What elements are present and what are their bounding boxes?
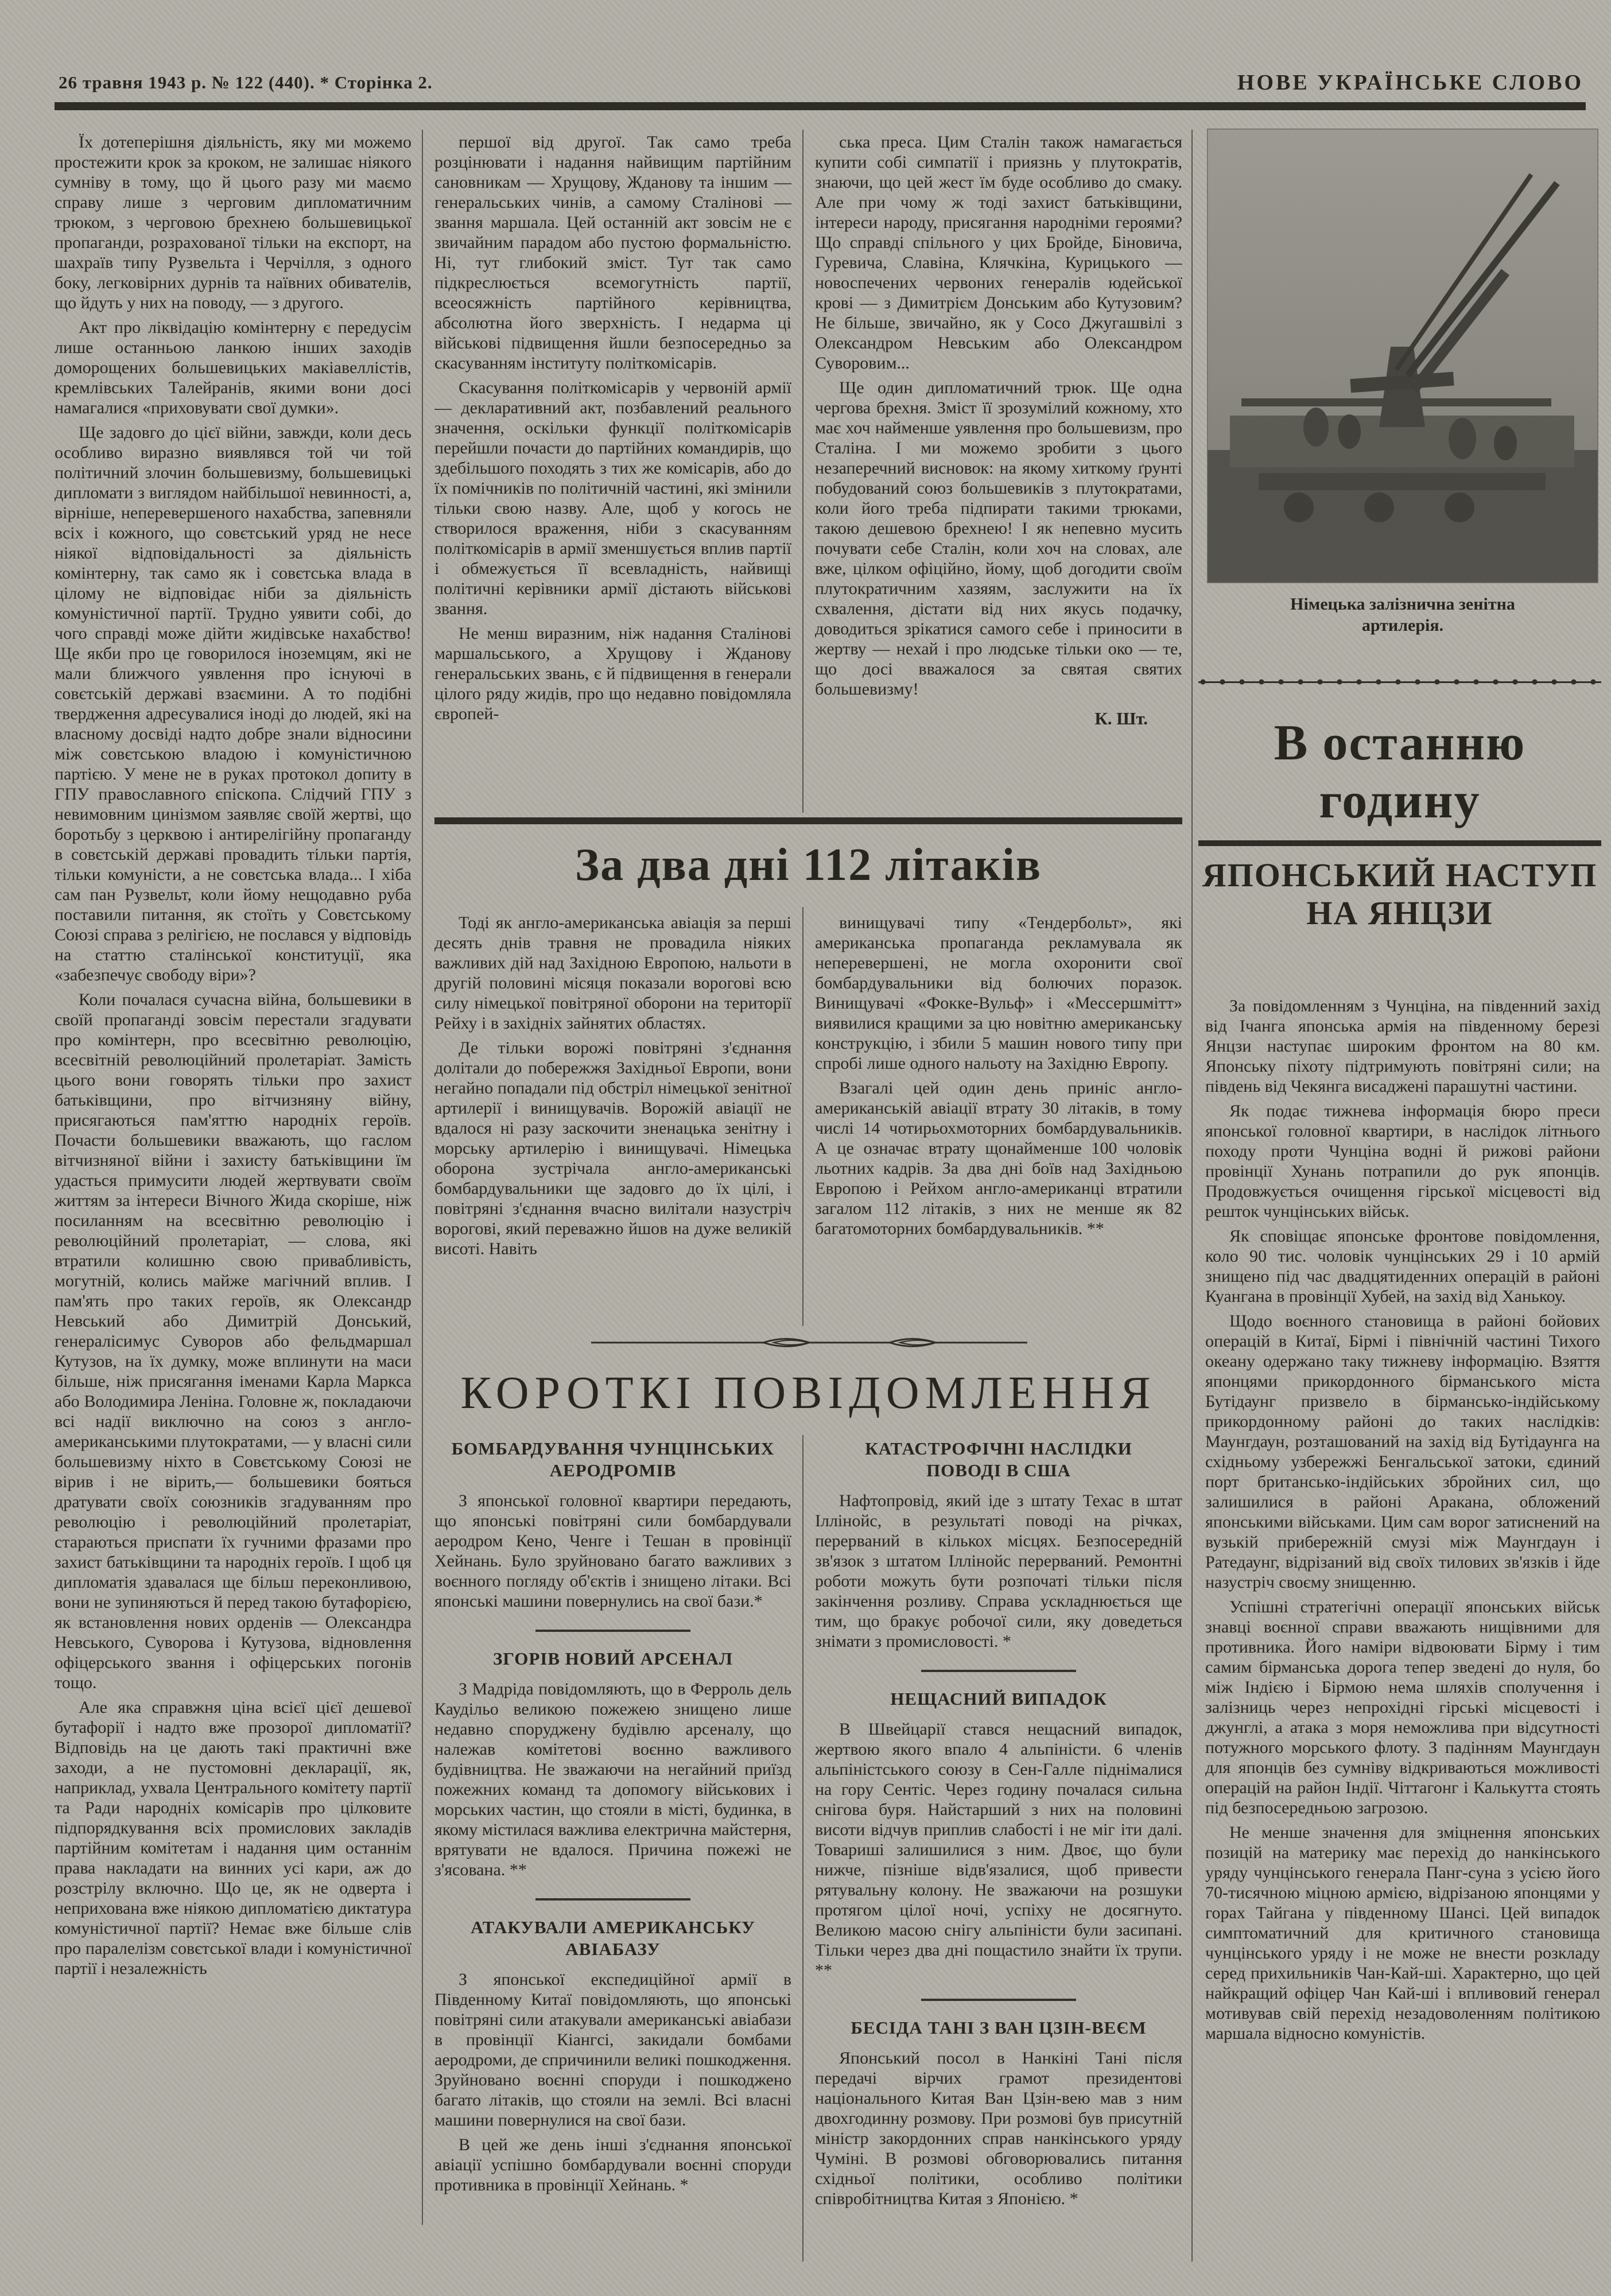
editorial-column-2: [434, 132, 791, 809]
date-line: 26 травня 1943 р. № 122 (440). * Сторінка 2.: [59, 72, 433, 92]
paragraph: Акт про ліквідацію комінтерну є передусім лише останньою ланкою інших заходів доморощених большевицьких макіавеллістів, кремлівських Талейранів, якими вони досі намагалися «приховувати свої думки».: [55, 318, 412, 417]
item-divider: [921, 1670, 1076, 1672]
headline-line: НА ЯНЦЗИ: [1306, 894, 1493, 932]
brief-title-line: ЗГОРІВ НОВИЙ АРСЕНАЛ: [492, 1649, 733, 1669]
brief-title-line: КАТАСТРОФІЧНІ НАСЛІДКИ: [865, 1438, 1132, 1459]
brief-title-flood-usa: [815, 1438, 1182, 1481]
paragraph: Не менш виразним, ніж надання Сталінові маршальського, а Хрущову і Жданову генеральських звань, є й підвищення в генерали цілого ряду жидів, про що недавно повідомляла європей-: [434, 624, 791, 723]
section-rule: [434, 817, 1182, 824]
paragraph: За повідомленням з Чунціна, на південний захід від Ічанга японська армія на південному березі Янцзи наступає широким фронтом на 80 км. Японську піхоту підтримують повітряні сили; на південь від Чекянга висаджені парашутні частини.: [1205, 996, 1600, 1096]
brief-title-tani-wang-talk: [815, 2017, 1182, 2039]
paragraph: першої від другої. Так само треба розцінювати і надання найвищим партійним сановникам — Хрущову, Жданову та іншим — генеральських чинів, а самому Сталінові — звання маршала. Цей останній акт зовсім не є звичайним парадом або пустою формальністю. Ні, тут глибокий зміст. Тут так само підкреслюється всемогутність партії, всеосяжність партійного керівництва, абсолютна його зверхність. І недарма ці військові підвищення йшли безпосередньо за скасуванням інституту політкомісарів.: [434, 133, 791, 373]
brief-title-line: АЕРОДРОМІВ: [549, 1460, 677, 1480]
paragraph: Успішні стратегічні операції японських військ знавці воєнної справи вважають нищівними для противника. Його наміри відвоювати Бірму і тим самим бірманська дорога тепер зведені до нуля, бо між Індією і Бірмою нема шляхів сполучення і залізниць через непрохідні гірські місцевості і джунглі, а атака з моря неможлива при відсутності потужного морського флоту. З падінням Маунгдаун для японців без сумніву відкриваються можливості операцій на район Індії. Чіттагонг і Калькутта стоять під безпосередньою загрозою.: [1205, 1597, 1600, 1817]
last-hour-body-column: [1205, 996, 1600, 2273]
brief-title-line: АВІАБАЗУ: [565, 1939, 661, 1959]
editorial-column-1: [55, 132, 412, 2233]
paragraph: З японської головної квартири передають, що японські повітряні сили бомбардували аеродром Кено, Ченге і Тешан в провінції Хейнань. Було зруйновано багато важливих з воєнного погляду об'єктів і знищено літаки. Всі японські машини повернулись на свої бази.*: [434, 1491, 791, 1611]
column-rule: [802, 130, 803, 813]
column-rule: [422, 130, 423, 2225]
briefs-left-column: [434, 1438, 791, 2259]
photo-railway-flak-artillery: [1207, 129, 1598, 583]
paragraph: Щодо воєнного становища в районі бойових операцій в Китаї, Бірмі і північній частині Тихого океану одержано таку тижневу інформацію. Взяття японцями прикордонного бірманського міста Бутідаунг призвело в бірмансько-індійському прикордонному районі до таких наслідків: Маунгдаун, розташований на захід від Бутідаунга на східньому узбережжі Бенгальської затоки, єдиний порт британсько-індійських збройних сил, що залишилися в районі Аракана, обложений японськими військами. Цим сам ворог затиснений на вузькій прибережній смузі між Маунгдаун і Ратедаунг, відрізаний від своїх тилових зв'язків і йде назустріч своєму знищенню.: [1205, 1312, 1600, 1592]
item-divider: [921, 1999, 1076, 2001]
paragraph: З японської експедиційної армії в Південному Китаї повідомляють, що японські повітряні сили атакували американські авіабази в провінції Кіангсі, закидали бомбами аеродроми, де спричинили великі пошкодження. Зруйновано воєнні споруди і пошкоджено багато літаків, що стояли на землі. Всі власні машини повернулися на свої бази.: [434, 1970, 791, 2130]
brief-title-arsenal-fire: [434, 1648, 791, 1670]
paragraph: В Швейцарії стався нещасний випадок, жертвою якого впало 4 альпіністи. 6 членів альпіністського союзу в Сен-Галле піднімалися на гору Сентіс. Через годину почалася сильна снігова буря. Найстарший з них на половині висоти відчув приплив слабості і не міг іти далі. Товариші залишилися з ним. Двоє, що були нижче, пізніше відв'язалися, щоб привести рятувальну колону. Не зважаючи на розшуки протягом цілої ночі, успіху не досягнуто. Великою масою снігу альпіністи були засипані. Тільки через два дні пощастило знайти їх трупи. **: [815, 1720, 1182, 1980]
paragraph: Взагалі цей один день приніс англо-американській авіації втрату 30 літаків, в тому числі 14 чотирьохмоторних бомбардувальників. А це означає втрату щонайменше 100 чоловік льотних кадрів. За два дні боїв над Західньою Европою і Рейхом англо-американці втратили загалом 112 літаків, з них не менше як 82 багатомоторних бомбардувальників. **: [815, 1079, 1182, 1238]
paragraph: Як подає тижнева інформація бюро преси японської головної квартири, в наслідок літнього походу проти Чунціна водні й рижові райони провінції Хунань потрапили до рук японців. Продовжується очищення гірської місцевості від решток чунцінських військ.: [1205, 1102, 1600, 1221]
item-divider: [535, 1630, 690, 1632]
last-hour-section-title: В останню годину: [1198, 714, 1601, 846]
paragraph: Ще один дипломатичний трюк. Ще одна чергова брехня. Зміст її зрозумілий кожному, хто має хоч найменше уявлення про большевизм, про Сталіна. І ми можемо зробити з цього незаперечний висновок: на якому хиткому ґрунті побудований союз большевиків з плутократами, коли його треба підпирати такими трюками, такою дешевою брехнею! І як непевно мусить почувати себе Сталін, коли хоч на словах, але вже, цілком офіційно, йому, щоб догодити своїм плутократичним хазяям, заслужити на їх схвалення, дістати від них якусь подачку, доводиться зрікатися самого себе і приносити в жертву — нехай і про людське тільки око — те, що досі вважалося за святая святих большевизму!: [815, 378, 1182, 699]
brief-title-line: БОМБАРДУВАННЯ ЧУНЦІНСЬКИХ: [451, 1438, 775, 1459]
brief-title-attacked-airbase: [434, 1917, 791, 1960]
paragraph: Скасування політкомісарів у червоній армії — декларативний акт, позбавлений реального значення, оскільки функції політкомісарів перейшли почасти до партійних командирів, що здебільшого походять з тих же комісарів, або до їх помічників по політичній частині, які змінили тільки свою назву. Але, щоб у когось не створилося враження, ніби з скасуванням політкомісарів в армії зменшується вплив партії і обмежується її всевладність, найвищі політичні керівники армії дістають військові звання.: [434, 378, 791, 618]
brief-title-line: БЕСІДА ТАНІ З ВАН ЦЗІН-ВЕЄМ: [851, 2018, 1147, 2038]
brief-title-bombing-airfields: [434, 1438, 791, 1481]
paragraph: винищувачі типу «Тендербольт», які американська пропаганда рекламувала як неперевершені, не могла охоронити свої бомбардувальники від болючих поразок. Винищувачі «Фокке-Вульф» і «Мессершмітт» виявилися кращими за цю новітню американську конструкцію, і збили 5 машин нового типу при спробі лише одного нальоту на Західню Европу.: [815, 913, 1182, 1073]
brief-title-line: ПОВОДІ В США: [926, 1460, 1071, 1480]
paragraph: Не менше значення для зміцнення японських позицій на материку має перехід до нанкінського уряду чунцінського генерала Панг-суна з усією його 70-тисячною міцною армією, відрізаною японцями у горах Тайгана у південному Шансі. Цей випадок симптоматичний для критичного становища чунцінського уряду і не може не внести розкладу серед прихильників Чан-Кай-ші. Характерно, що цей найкращий офіцер Чан Кай-ші і впливовий генерал мотивував свій перехід незадоволенням політикою маршала відносно комуністів.: [1205, 1823, 1600, 2043]
paragraph: ська преса. Цим Сталін також намагається купити собі симпатії і приязнь у плутократів, знаючи, що цей жест їм буде особливо до смаку. Але при чому ж тоді захист батьківщини, інтереси народу, присягання народніми героями? Що справді спільного у цих Бройде, Біновича, Гуревича, Славіна, Клячкіна, Курицького — новоспечених червоних генералів юдейської крові — з Димитрієм Донським або Кутузовим? Не більше, звичайно, як у Сосо Джугашвілі з Олександром Невським або Олександром Суворовим...: [815, 133, 1182, 373]
paragraph: З Мадріда повідомляють, що в Ферроль дель Каудільо великою пожежею знищено лише недавно споруджену будівлю арсеналу, що належав комітетові воєнно важливого будівництва. Не зважаючи на негайний приїзд пожежних команд та допомогу військових і морських частин, що стояли в місті, будинка, в якому містилася важлива електрична майстерня, врятувати не вдалося. Причина пожежі не з'ясована. **: [434, 1680, 791, 1879]
masthead: НОВЕ УКРАЇНСЬКЕ СЛОВО: [1237, 71, 1583, 95]
article-headline-112-planes: За два дні 112 літаків: [574, 840, 1042, 890]
paragraph: Їх дотеперішня діяльність, яку ми можемо простежити крок за кроком, не залишає ніякого сумніву в тому, що й цього разу ми маємо справу лише з черговим дипломатичним трюком, з черговою брехнею большевицької пропаганди, розрахованої тільки на експорт, на шахраїв типу Рузвельта і Черчілля, з одного боку, легковірних дурнів та наївних обивателів, що йдуть у них на поводу, — з другого.: [55, 133, 412, 312]
author-signature: К. Шт.: [1094, 708, 1148, 728]
column-rule: [1191, 130, 1193, 2262]
photo-caption-line: артилерія.: [1361, 616, 1444, 635]
paragraph: В цей же день інші з'єднання японської авіації успішно бомбардували воєнні споруди противника в провінції Хейнань. *: [434, 2135, 791, 2194]
paragraph: Нафтопровід, який іде з штату Техас в штат Іллінойс, в результаті поводі на річках, перерваний в кількох місцях. Безпосередній зв'язок з штатом Іллінойс перерваний. Ремонтні роботи можуть бути розпочаті тільки після закінчення розливу. Справа ускладнюється ще тим, що бракує робочої сили, яку доведеться знімати з промисловості. *: [815, 1491, 1182, 1651]
paragraph: Як сповіщає японське фронтове повідомлення, коло 90 тис. чоловік чунцінських 29 і 10 армій знищено під час двадцятиденних операцій в районі Куангана в провінції Хубей, на захід від Ханькоу.: [1205, 1227, 1600, 1306]
photo-caption-line: Німецька залізнична зенітна: [1290, 595, 1515, 614]
editorial-column-3: [815, 132, 1182, 815]
briefs-section-headline: КОРОТКІ ПОВІДОМЛЕННЯ: [460, 1368, 1156, 1418]
planes-article-left-column: [434, 913, 791, 1326]
column-rule: [802, 907, 803, 1326]
paragraph: Тоді як англо-американська авіація за перші десять днів травня не провадила ніяких важливих дій над Західною Европою, нальоти в другій половині місяця показали ворогові всю силу німецької повітряної оборони на території Рейху і в західніх зайнятих областях.: [434, 913, 791, 1033]
photo-caption: [1207, 594, 1598, 636]
paragraph: Де тільки ворожі повітряні з'єднання долітали до побережжя Західньої Европи, вони негайно попадали під обстріл німецької зенітної артилерії і винищувачів. Ворожій авіації не вдалося ні разу заскочити зненацька зенітну і морську артилерію і винищувачі. Німецька оборона зустрічала англо-американські бомбардувальники ще задовго до їх цілі, і повітряні з'єднання вчасно вилітали назустріч ворогові, який переважно йшов на дуже великій висоті. Навіть: [434, 1038, 791, 1258]
column-rule: [802, 1435, 803, 2262]
top-rule: [55, 102, 1586, 110]
paragraph: Але яка справжня ціна всієї цієї дешевої бутафорії і надто вже прозорої дипломатії? Відповідь на це дають такі практичні вже заходи, а не пустомовні декларації, як, наприклад, ухвала Центрального комітету партії та Ради народніх комісарів про цілковите підпорядкування всіх промислових закладів партійним комітетам і надання цим останнім права накладати на винних усі кари, аж до розстрілу включно. Що це, як не одверта і неприхована вже ніякою дипломатією диктатура комуністичної партії? Немає вже більше слів про паралелізм совєтської влади і комуністичної партії і незалежність: [55, 1698, 412, 1978]
paragraph: Японський посол в Нанкіні Тані після передачі вірчих грамот президентові національного Китая Ван Цзін-вею мав з ним двохгодинну розмову. При розмові був присутній міністр закордонних справ нанкінського уряду Чуміні. В розмові обговорювались питання східньої політики, особливо політики співробітництва Китая з Японією. *: [815, 2049, 1182, 2208]
brief-title-line: НЕЩАСНИЙ ВИПАДОК: [890, 1689, 1107, 1709]
briefs-right-column: [815, 1438, 1182, 2259]
japanese-offensive-headline: [1198, 856, 1601, 932]
item-divider: [535, 1898, 690, 1901]
planes-article-right-column: [815, 913, 1182, 1326]
brief-title-line: АТАКУВАЛИ АМЕРИКАНСЬКУ: [471, 1917, 755, 1937]
paragraph: Ще задовго до цієї війни, завжди, коли десь особливо виразно виявлявся той чи той політичний злочин большевизму, большевицькі дипломати з виглядом найбільшої невинності, а, вірніше, неперевершеного нахабства, запевняли всіх і кожного, що совєтський уряд не несе ніякої відповідальності за діяльність комінтерну, так само як і совєтська влада в цілому не відповідає ніби за діяльність комуністичної партії. Трудно уявити собі, до чого справді може дійти жидівське нахабство! Ще якби про це говорилося іноземцям, які не мали ближчого уявлення про існуючі в совєтській державі взаємини. А то подібні твердження адресувалися іноді до людей, які на власному досвіді надто добре знали відносини між совєтською владою і комуністичною партією. У мене не в руках протокол допиту в ГПУ православного єпіскопа. Слідчий ГПУ з невимовним цинізмом заявляє своїй жертві, що боротьбу з церквою і антирелігійну пропаганду в совєтській державі провадить тільки партія, тільки комуністи, а не совєтська влада... І хіба сам пан Рузвельт, коли йому нещодавно руба поставили питання, як стоїть у Совєтському Союзі справа з релігією, не послався у відповідь на статтю сталінської конституції, яка «забезпечує свободу віри»?: [55, 423, 412, 984]
divider-ornament: [591, 1334, 1027, 1351]
paragraph: Коли почалася сучасна війна, большевики в своїй пропаганді зовсім перестали згадувати про комінтерн, про всесвітню революцію, всесвітній революційний пролетаріат. Замість цього вони говорять тільки про захист батьківщини, про вітчизняну війну, присягаються пам'яттю народніх героїв. Почасти большевики вважають, що гаслом вітчизняної війни і захисту батьківщини їм удасться примусити людей жертвувати своїм життям за інтереси Вічного Жида скоріше, ніж посиланням на всесвітню революцію і революційний пролетаріат, — слова, які втратили колишню свою привабливість, могутній, колись майже магічний вплив. І пам'ять про таких героїв, як Олександр Невський або Димитрій Донський, генералісимус Суворов або фельдмаршал Кутузов, на їх думку, може вплинути на маси більше, ніж присягання іменами Карла Маркса або Володимира Леніна. Головне ж, покладаючи всі надії виключно на союз з англо-американськими плутократами, — у власні сили большевизму ніхто в Совєтському Союзі не вірив і не вірить,— большевики бояться дратувати своїх союзників згадуванням про революцію і революційний пролетаріат, стараються приспати їх гучними фразами про захист батьківщини та народніх героїв. І щоб ця дипломатія здавалася ще більш переконливою, вони не зупиняються й перед такою бутафорією, як встановлення нових орденів — Олександра Невського, Суворова і Кутузова, відновлення офіцерського звання і офіцерських погонів тощо.: [55, 990, 412, 1692]
brief-title-accident: [815, 1688, 1182, 1710]
ornamental-chain-divider: [1198, 678, 1601, 685]
headline-line: ЯПОНСЬКИЙ НАСТУП: [1202, 856, 1598, 894]
